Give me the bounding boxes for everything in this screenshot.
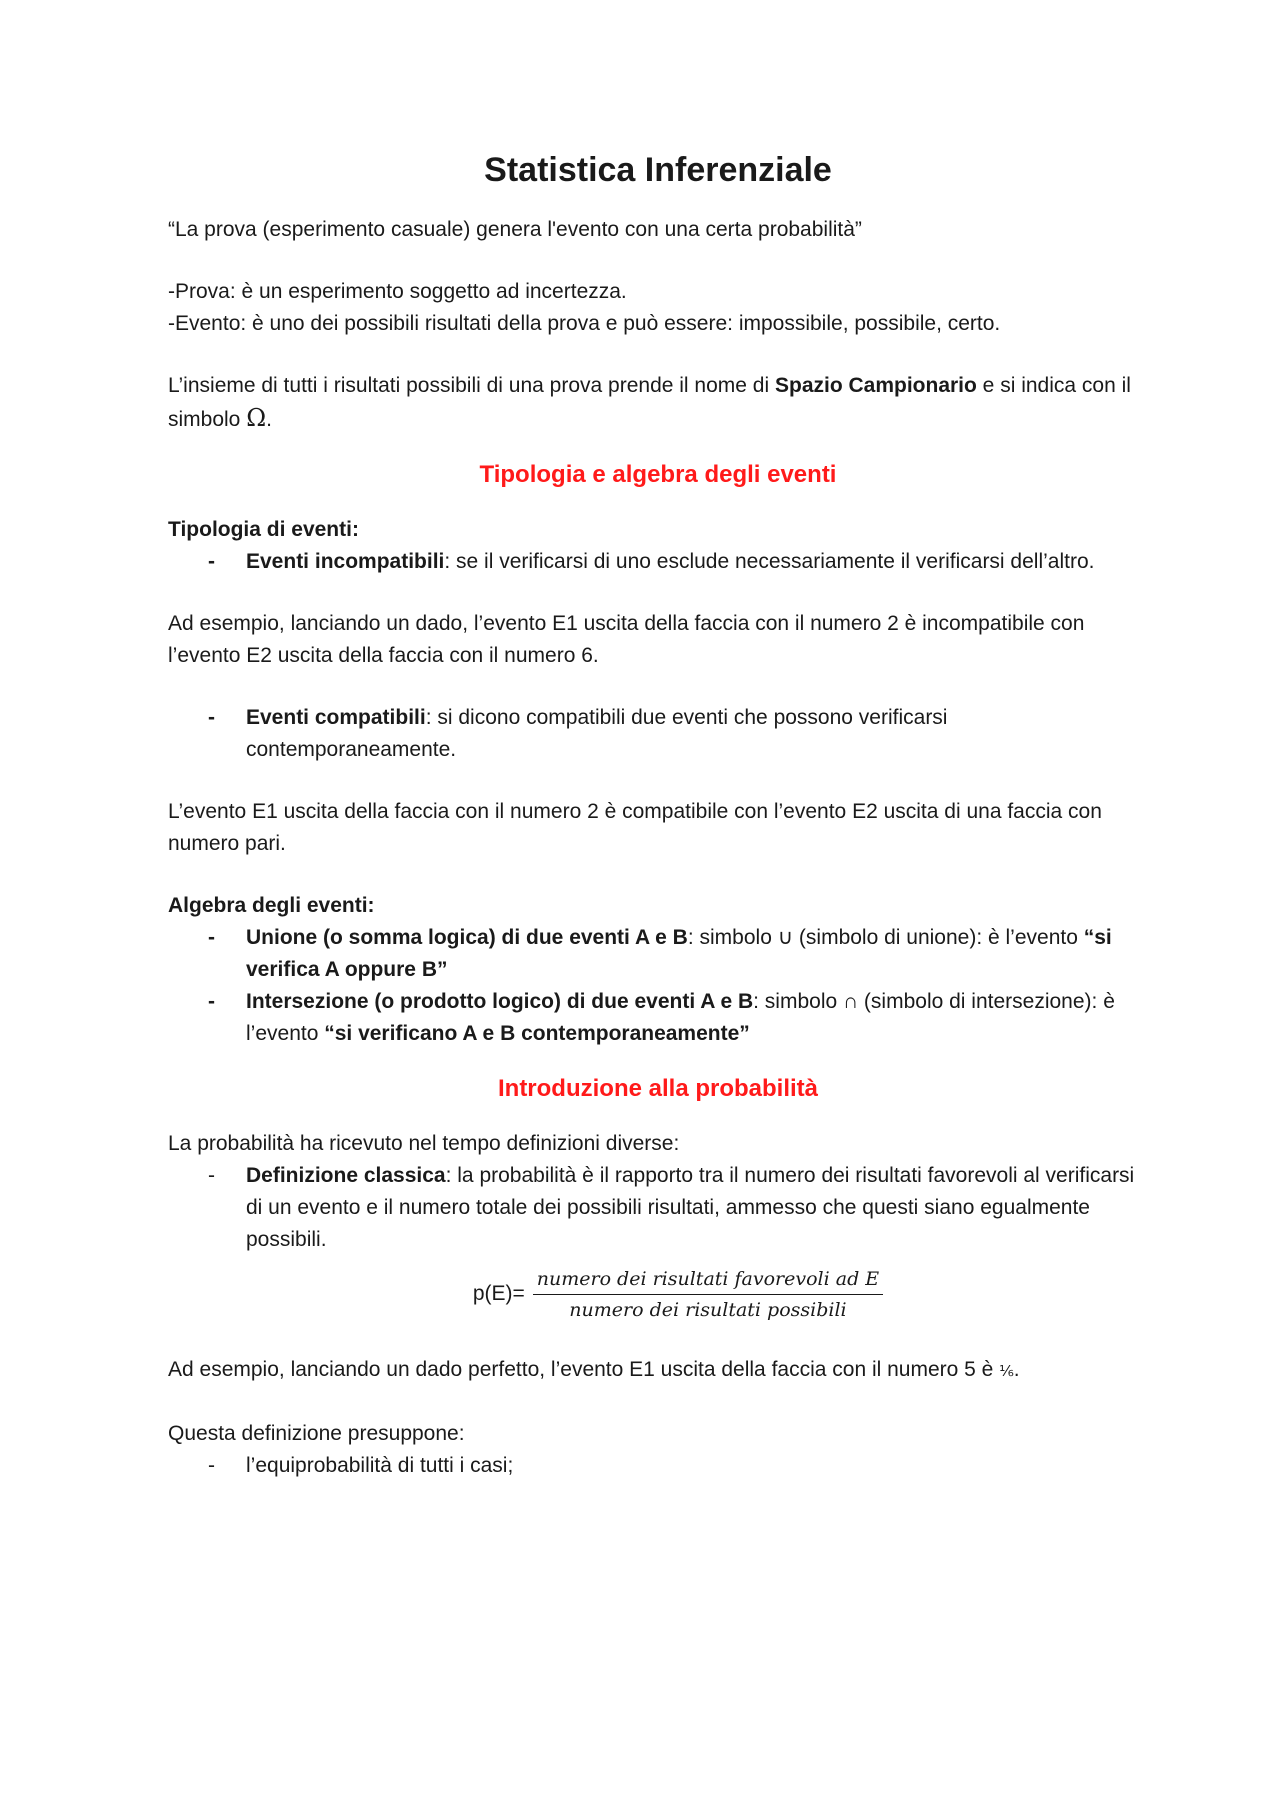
- list-item-incompatibili: [168, 546, 1148, 578]
- section-title-probabilita: Introduzione alla probabilità: [497, 1075, 818, 1102]
- formula-fraction: [533, 1266, 883, 1323]
- text-classica: : la probabilità è il rapporto tra il numero dei risultati favorevoli al verificarsi di un evento e il numero totale dei possibili risultati, ammesso che questi siano egualmente possibili.: [246, 1164, 1135, 1251]
- list-item-compatibili: [168, 702, 1148, 766]
- definition-evento: -Evento: è uno dei possibili risultati della prova e può essere: impossibile, possibile, certo.: [168, 312, 1001, 335]
- intersezione-definition: “si verificano A e B contemporaneamente”: [324, 1022, 750, 1045]
- bullet-dash: -: [208, 990, 215, 1013]
- bullet-dash: -: [208, 926, 215, 949]
- list-item-unione: [168, 922, 1148, 986]
- term-compatibili: Eventi compatibili: [246, 706, 426, 729]
- section-title-tipologia: Tipologia e algebra degli eventi: [479, 461, 837, 488]
- example-dado-perfetto: [168, 1354, 1148, 1388]
- text-intersezione: : simbolo ∩ (simbolo di intersezione): è l’evento: [246, 990, 1115, 1045]
- text-compatibili: : si dicono compatibili due eventi che possono verificarsi contemporaneamente.: [246, 706, 948, 761]
- presuppone-line: Questa definizione presuppone:: [168, 1422, 465, 1445]
- probability-formula: [168, 1256, 1148, 1332]
- quote-line: “La prova (esperimento casuale) genera l'evento con una certa probabilità”: [168, 218, 862, 241]
- text-unione: : simbolo ∪ (simbolo di unione): è l’evento: [687, 926, 1084, 949]
- spazio-text-after: e si indica con il simbolo: [168, 374, 1131, 431]
- text-incompatibili: : se il verificarsi di uno esclude necessariamente il verificarsi dell’altro.: [444, 550, 1095, 573]
- definition-prova: -Prova: è un esperimento soggetto ad incertezza.: [168, 280, 627, 303]
- spazio-term: Spazio Campionario: [774, 374, 977, 397]
- algebra-heading: [168, 890, 1148, 922]
- spazio-text-before: L’insieme di tutti i risultati possibili di una prova prende il nome di: [168, 374, 775, 397]
- spazio-end: .: [266, 408, 272, 431]
- one-sixth: ⅙: [999, 1363, 1014, 1380]
- term-intersezione: Intersezione (o prodotto logico) di due eventi A e B: [246, 990, 754, 1013]
- list-item-equiprobabilita: [168, 1450, 1148, 1482]
- algebra-heading-text: Algebra degli eventi:: [168, 894, 375, 917]
- probabilita-intro: La probabilità ha ricevuto nel tempo definizioni diverse:: [168, 1132, 680, 1155]
- formula-numerator: numero dei risultati favorevoli ad E: [533, 1266, 883, 1295]
- example-text: Ad esempio, lanciando un dado perfetto, l’evento E1 uscita della faccia con il numero 5 è: [168, 1358, 1000, 1381]
- list-item-classica: [168, 1160, 1148, 1256]
- omega-symbol: Ω: [246, 404, 267, 432]
- document-page: [168, 148, 1148, 1482]
- spazio-campionario-paragraph: [168, 370, 1148, 436]
- bullet-dash: -: [208, 706, 215, 729]
- tipologia-heading: [168, 514, 1148, 546]
- bullet-dash: -: [208, 550, 215, 573]
- formula-denominator: numero dei risultati possibili: [569, 1298, 847, 1321]
- page-title: Statistica Inferenziale: [484, 151, 832, 189]
- example-end: .: [1013, 1358, 1020, 1381]
- example-incompatibili: Ad esempio, lanciando un dado, l’evento E1 uscita della faccia con il numero 2 è incompatibile con l’evento E2 uscita della faccia con il numero 6.: [168, 612, 1085, 667]
- term-incompatibili: Eventi incompatibili: [246, 550, 445, 573]
- unione-definition: “si verifica A oppure B”: [246, 926, 1112, 981]
- tipologia-heading-text: Tipologia di eventi:: [168, 518, 359, 541]
- term-classica: Definizione classica: [246, 1164, 446, 1187]
- list-item-intersezione: [168, 986, 1148, 1050]
- term-unione: Unione (o somma logica) di due eventi A e B: [246, 926, 688, 949]
- bullet-dash: -: [208, 1164, 215, 1187]
- example-compatibili: L’evento E1 uscita della faccia con il numero 2 è compatibile con l’evento E2 uscita di una faccia con numero pari.: [168, 800, 1102, 855]
- formula-lhs: p(E)=: [472, 1282, 525, 1305]
- text-equiprobabilita: l’equiprobabilità di tutti i casi;: [246, 1454, 514, 1477]
- bullet-dash: -: [208, 1454, 215, 1477]
